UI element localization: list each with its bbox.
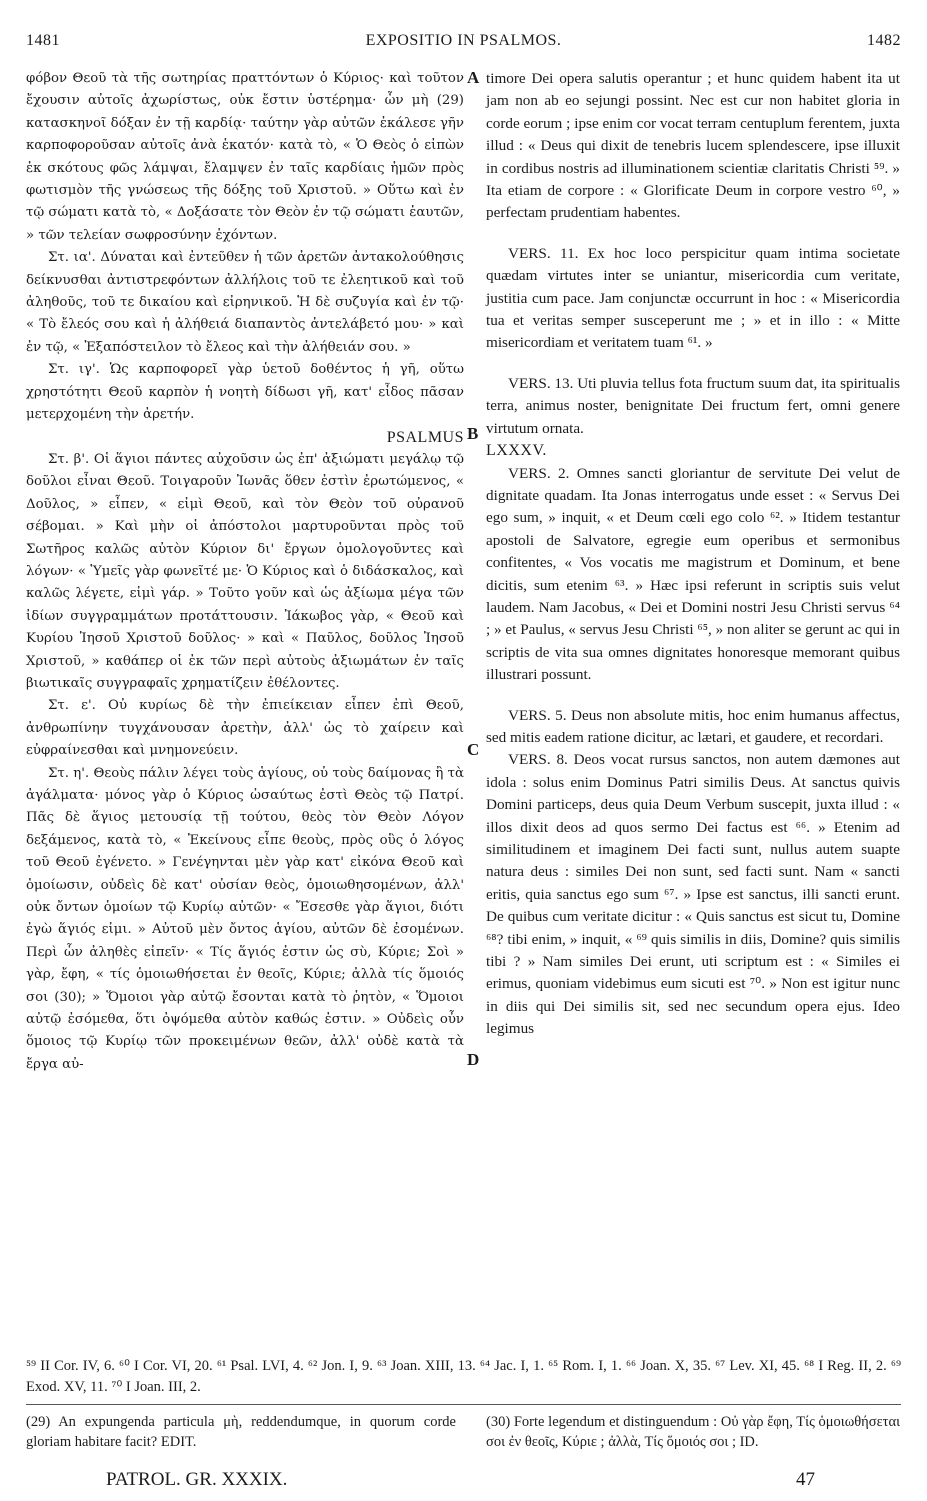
greek-paragraph: Στ. ιγ'. Ὡς καρποφορεῖ γὰρ ὑετοῦ δοθέντος ἡ γῆ, οὕτω χρηστότητι Θεοῦ καρπὸν ἡ νοητὴ δίδωσι γῆ, κατ' εἶδος πᾶσαν μετερχομένη τὴν ἀρετήν. xyxy=(26,362,464,423)
margin-marker-a: A xyxy=(467,68,480,87)
scripture-references xyxy=(26,1356,901,1398)
margin-marker-c: C xyxy=(467,740,480,759)
psalm-title-left: PSALMUS xyxy=(386,428,464,446)
latin-paragraph: VERS. 11. Ex hoc loco perspicitur quam intima societate quædam virtutes inter se uniantur, misericordia cum veritate, justitia cum pace. Jam conjunctæ occurrunt in hoc : « Misericordia tua et veritas semper susceperunt me ; » et in illo : « Mitte misericordiam et veritatem tuam ⁶¹. » xyxy=(486,244,900,352)
latin-paragraph: timore Dei opera salutis operantur ; et hunc quidem habent ita ut jam non ab eo sejungi possint. Nec est cur non habitet gloria in corde eorum ; ipse enim cor vocat terram centuplum ferentem, juxta illud : « Deus qui dixit de tenebris lucem splendescere, ipse illuxit in cordibus nostris ad illuminationem scientiæ claritatis Christi ⁵⁹. » Ita etiam de corpore : « Glorificate Deum in corpore vestro ⁶⁰, » perfectam prudentiam habentes. xyxy=(486,70,900,222)
sheet-number: 47 xyxy=(796,1469,815,1490)
latin-paragraph: VERS. 8. Deos vocat rursus sanctos, non autem dæmones aut idola : solus enim Dominus Patri similis Deus. At sanctus quivis Domini particeps, deus quia Deum Verbum suscepit, juxta illud : « illos dixit deos ad quos sermo Dei factus est ⁶⁶. » Etenim ad similitudinem et imaginem Dei facti sunt, nullus autem suapte natura deus : similes Dei non sunt, sed facti sunt. Nam « sancti eritis, quia sanctus ego sum ⁶⁷. » Ipse est sanctus, illi sancti erunt. De quibus cum veritate dicitur : « Quis sanctus est sicut tu, Domine ⁶⁸? tibi enim, » inquit, « ⁶⁹ quis similis in diis, Domine? quis similis tibi ? » Nam similes Dei erunt, uti scriptum est : « Similes ei erimus, quoniam videbimus eum sicuti est ⁷⁰. » Non est igitur nunc in diis qui Dei similis sit, sed nec secundum opera ejus. Ideo legimus xyxy=(486,751,900,1038)
greek-paragraph: Στ. ε'. Οὐ κυρίως δὲ τὴν ἐπιείκειαν εἶπεν ἐπὶ Θεοῦ, ἀνθρωπίνην τυγχάνουσαν ἀρετὴν, ἀλλ' ὡς τὸ χαίρειν καὶ εὐφραίνεσθαι καὶ μνημονεύειν. xyxy=(26,698,464,759)
psalm-title-right: LXXXV. xyxy=(486,442,547,460)
margin-marker-d: D xyxy=(467,1050,480,1069)
greek-paragraph: Στ. β'. Οἱ ἅγιοι πάντες αὐχοῦσιν ὡς ἐπ' ἀξιώματι μεγάλῳ τῷ δοῦλοι εἶναι Θεοῦ. Τοιγαροῦν Ἰωνᾶς ὅθεν ἐστὶν ἐρωτώμενος, « Δοῦλος, » εἶπεν, « εἰμὶ Θεοῦ, καὶ τὸν Θεὸν τοῦ οὐρανοῦ σέβομαι. » Καὶ μὴν οἱ ἀπόστολοι μαρτυροῦνται πρὸς τοῦ Σωτῆρος καλῶς αὐτὸν Κύριον δι' ἔργων ὁμολογοῦντες καὶ λόγων· « Ὑμεῖς γὰρ φωνεῖτέ με· Ὁ Κύριος καὶ ὁ διδάσκαλος, καὶ καλῶς λέγετε, εἰμὶ γάρ. » Τοῦτο γοῦν καὶ ὡς ἀξίωμα μέγα τῶν ἰδίων συγγραμμάτων προτάττουσιν. Ἰάκωβος γὰρ, « Θεοῦ καὶ Κυρίου Ἰησοῦ Χριστοῦ δοῦλος· » καὶ « Παῦλος, δοῦλος Ἰησοῦ Χριστοῦ, » καθάπερ οἱ ἐκ τῶν περὶ αὐτοὺς ἀξιωμάτων ἐν ταῖς βιωτικαῖς συγγραφαῖς χρηματίζειν ἐθέλοντες. xyxy=(26,451,464,691)
latin-paragraph: VERS. 13. Uti pluvia tellus fota fructum suum dat, ita spiritualis terra, animus noster, benignitate Dei fructum fert, omni genere virtutum ornata. xyxy=(486,374,900,437)
references-text: ⁵⁹ II Cor. IV, 6. ⁶⁰ I Cor. VI, 20. ⁶¹ Psal. LVI, 4. ⁶² Jon. I, 9. ⁶³ Joan. XIII, 13. ⁶⁴ Jac. I, 1. ⁶⁵ Rom. I, 1. ⁶⁶ Joan. X, 35. ⁶⁷ Lev. XI, 45. ⁶⁸ I Reg. II, 2. ⁶⁹ Exod. XV, 11. ⁷⁰ I Joan. III, 2. xyxy=(26,1358,901,1395)
footnote-29: (29) An expungenda particula μὴ, reddendumque, in quorum corde gloriam habitare facit? EDIT. xyxy=(26,1414,456,1450)
latin-column xyxy=(486,68,900,1041)
greek-paragraph: Στ. ια'. Δύναται καὶ ἐντεῦθεν ἡ τῶν ἀρετῶν ἀντακολούθησις δείκνυσθαι ἀντιστρεφόντων ἀλλήλοις τοῦ τε ἐλεητικοῦ καὶ τοῦ ἀληθοῦς, τοῦ τε δικαίου καὶ εἰρηνικοῦ. Ἡ δὲ συζυγία καὶ ἐν τῷ· « Τὸ ἔλεός σου καὶ ἡ ἀλήθειά διαπαντὸς ἀντελάβετό μου· » καὶ ἐν τῷ, « Ἐξαπόστειλον τὸ ἔλεος καὶ τὴν ἀλήθειάν σου. » xyxy=(26,250,464,355)
margin-marker-b: B xyxy=(467,424,479,443)
greek-paragraph: φόβον Θεοῦ τὰ τῆς σωτηρίας πραττόντων ὁ Κύριος· καὶ τοῦτον ἔχουσιν αὐτοῖς ἀχωρίστως, οὐκ ἔστιν ὑστέρημα· ὧν μὴ (29) κατασκηνοῖ δόξαν ἐν τῇ καρδίᾳ· ταύτην γὰρ αὐτῶν ἐκάλεσε γῆν καρποφοροῦσαν αὐτοῖς ἀνὰ ἑκατόν· κατὰ τὸ, « Ὁ Θεὸς ὁ εἰπὼν ἐκ σκότους φῶς λάμψαι, ἔλαμψεν ἐν ταῖς καρδίαις ἡμῶν πρὸς φωτισμὸν τῆς γνώσεως τῆς δόξης τοῦ Χριστοῦ. » Οὕτω καὶ ἐν τῷ σώματι κατὰ τὸ, « Δοξάσατε τὸν Θεὸν ἐν τῷ σώματι ἑαυτῶν, » τῶν τελείαν σωφροσύνην ἐχόντων. xyxy=(26,71,464,243)
running-title: EXPOSITIO IN PSALMOS. xyxy=(365,32,562,49)
left-page-number: 1481 xyxy=(26,32,60,49)
greek-column xyxy=(26,68,464,1076)
latin-paragraph: VERS. 5. Deus non absolute mitis, hoc enim humanus affectus, sed mitis eadem ratione dicitur, ac lætari, et gaudere, et recordari. xyxy=(486,706,900,746)
latin-paragraph: VERS. 2. Omnes sancti gloriantur de servitute Dei velut de dignitate quadam. Ita Jonas interrogatus unde esset : « Servus Dei ego sum, » inquit, « et Deum cœli ego colo ⁶². » Itidem testantur apostoli de Salvatore, egregie eum operibus et sermonibus confitentes, « Vos vocatis me magistrum et Dominum, et bene dicitis, sum etenim ⁶³. » Hæc ipsi referunt in scriptis suis velut laudem. Nam Jacobus, « Dei et Domini nostri Jesu Christi servus ⁶⁴ ; » et Paulus, « servus Jesu Christi ⁶⁵, » non aliter se gerunt ac qui in scriptis de vita sua omnes dignitates honoresque memorant quibus illustrari possunt. xyxy=(486,464,900,684)
footnote-30: (30) Forte legendum et distinguendum : Οὐ γὰρ ἔφη, Τίς ὁμοιωθήσεται σοι ἐν θεοῖς, Κύριε ; ἀλλὰ, Τίς ὅμοιός σοι ; ID. xyxy=(486,1414,900,1450)
footnote-divider xyxy=(26,1404,901,1405)
collection-signature: PATROL. GR. XXXIX. xyxy=(106,1469,288,1490)
greek-paragraph: Στ. η'. Θεοὺς πάλιν λέγει τοὺς ἁγίους, οὐ τοὺς δαίμονας ἢ τὰ ἀγάλματα· μόνος γὰρ ὁ Κύριος ὡσαύτως ἐστὶ Θεὸς τῷ Πατρί. Πᾶς δὲ ἅγιος μετουσίᾳ τῇ τούτου, θεὸς τὸν Θεὸν Λόγον δεξάμενος, κατὰ τὸ, « Ἐκείνους εἶπε θεοὺς, πρὸς οὓς ὁ λόγος τοῦ Θεοῦ ἐγένετο. » Γενέγηνται μὲν γὰρ κατ' εἰκόνα Θεοῦ καὶ ὁμοίωσιν, οὐδεὶς δὲ κατ' οὐσίαν θεὸς, ὁμοιωθησομένων, ἀλλ' οὐκ ὄντων ὁμοίων τῷ Κυρίῳ αὐτῶν· « Ἔσεσθε γὰρ ἅγιοι, διότι ἐγὼ ἅγιός εἰμι. » Αὐτοῦ μὲν ὄντος ἁγίου, αὐτῶν δὲ ἐσομένων. Περὶ ὧν ἀληθὲς εἰπεῖν· « Τίς ἅγιός ἐστιν ὡς σὺ, Κύριε; Σοὶ » γὰρ, ἔφη, « τίς ὁμοιωθήσεται ἐν θεοῖς, Κύριε; ἀλλὰ τίς ὅμοιός σοι (30); » Ὅμοιοι γὰρ αὐτῷ ἔσονται κατὰ τὸ ῥητὸν, « Ὅμοιοι αὐτῷ ἐσόμεθα, ὅτι ὀψόμεθα αὐτὸν καθώς ἐστιν. » Οὐδεὶς οὖν ὅμοιος τῷ Κυρίῳ τῶν προκειμένων θεῶν, ἀλλ' οὐδὲ κατὰ τὰ ἔργα αὐ- xyxy=(26,765,464,1072)
running-header xyxy=(26,32,901,56)
right-page-number: 1482 xyxy=(867,32,901,49)
